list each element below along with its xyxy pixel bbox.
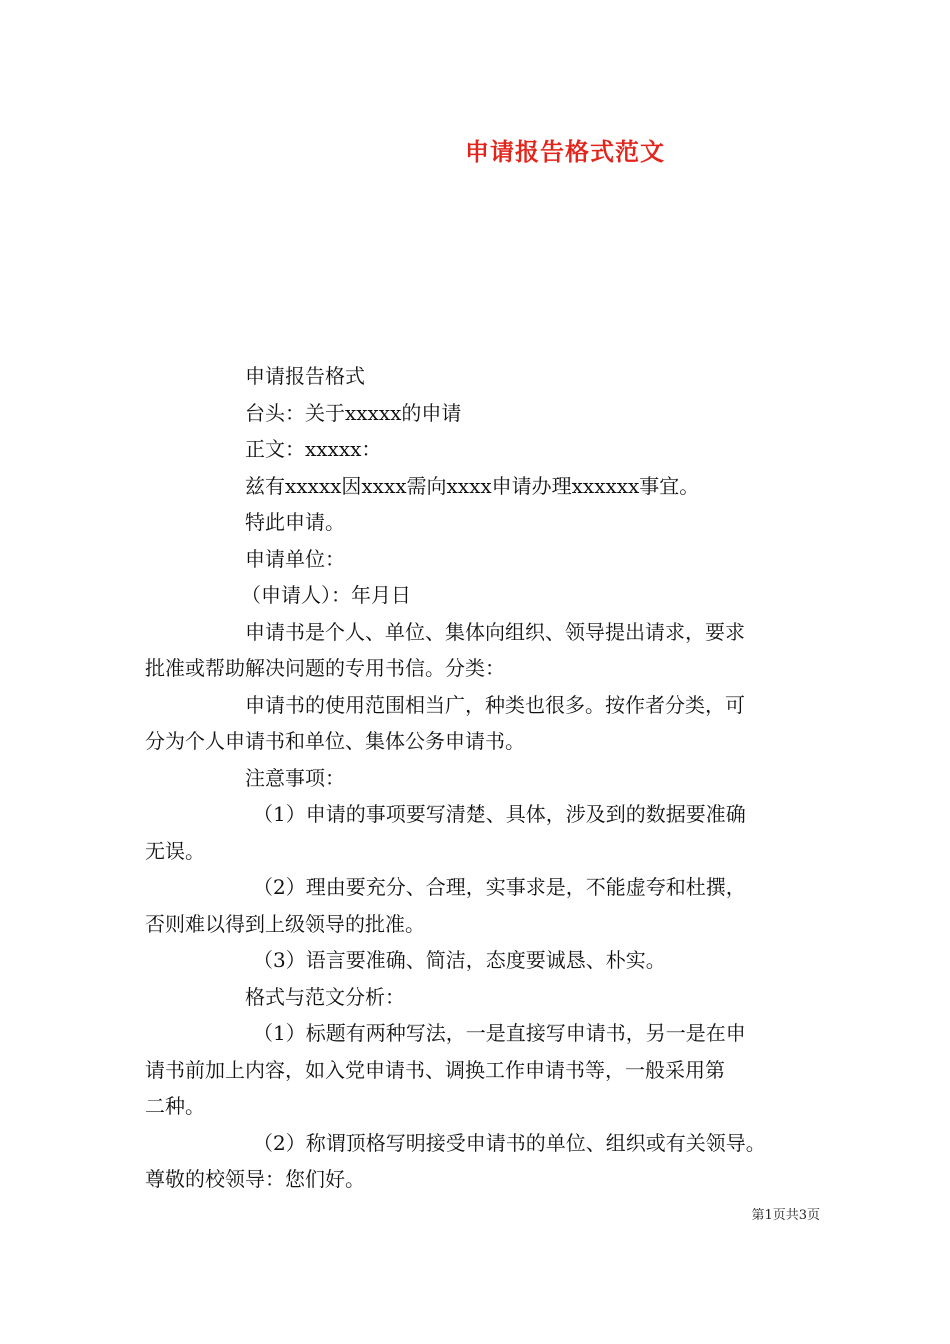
body-line: 兹有xxxxx因xxxx需向xxxx申请办理xxxxxx事宜。 bbox=[245, 473, 700, 498]
body-line: 二种。 bbox=[145, 1094, 205, 1118]
body-line: 注意事项： bbox=[245, 765, 345, 790]
body-line: （2）理由要充分、合理，实事求是，不能虚夸和杜撰， bbox=[253, 875, 746, 899]
body-line: （3）语言要准确、简洁，态度要诚恳、朴实。 bbox=[253, 948, 666, 972]
body-line: 申请书是个人、单位、集体向组织、领导提出请求，要求 bbox=[245, 619, 745, 644]
body-line: 申请书的使用范围相当广，种类也很多。按作者分类，可 bbox=[245, 692, 745, 717]
body-line: 申请单位： bbox=[245, 546, 345, 571]
body-line: 申请报告格式 bbox=[245, 364, 365, 388]
body-line: 请书前加上内容，如入党申请书、调换工作申请书等，一般采用第 bbox=[145, 1057, 725, 1082]
body-line: 尊敬的校领导：您们好。 bbox=[145, 1167, 365, 1191]
body-line: 无误。 bbox=[145, 838, 205, 863]
page-number: 第1页共3页 bbox=[751, 1208, 820, 1223]
body-line: 分为个人申请书和单位、集体公务申请书。 bbox=[145, 729, 525, 753]
body-line: 批准或帮助解决问题的专用书信。分类： bbox=[145, 656, 505, 680]
body-line: 格式与范文分析： bbox=[245, 984, 405, 1009]
body-line: 特此申请。 bbox=[245, 510, 345, 534]
body-line: （1）申请的事项要写清楚、具体，涉及到的数据要准确 bbox=[253, 802, 746, 826]
document-body bbox=[145, 358, 813, 1198]
body-line: （申请人）：年月日 bbox=[241, 583, 411, 607]
body-line: （1）标题有两种写法，一是直接写申请书，另一是在申 bbox=[253, 1021, 746, 1045]
body-line: （2）称谓顶格写明接受申请书的单位、组织或有关领导。 bbox=[253, 1130, 766, 1155]
body-line: 台头：关于xxxxx的申请 bbox=[245, 400, 462, 425]
document-title: 申请报告格式范文 bbox=[465, 137, 665, 166]
body-line: 正文：xxxxx： bbox=[245, 437, 382, 461]
body-line: 否则难以得到上级领导的批准。 bbox=[145, 911, 425, 936]
